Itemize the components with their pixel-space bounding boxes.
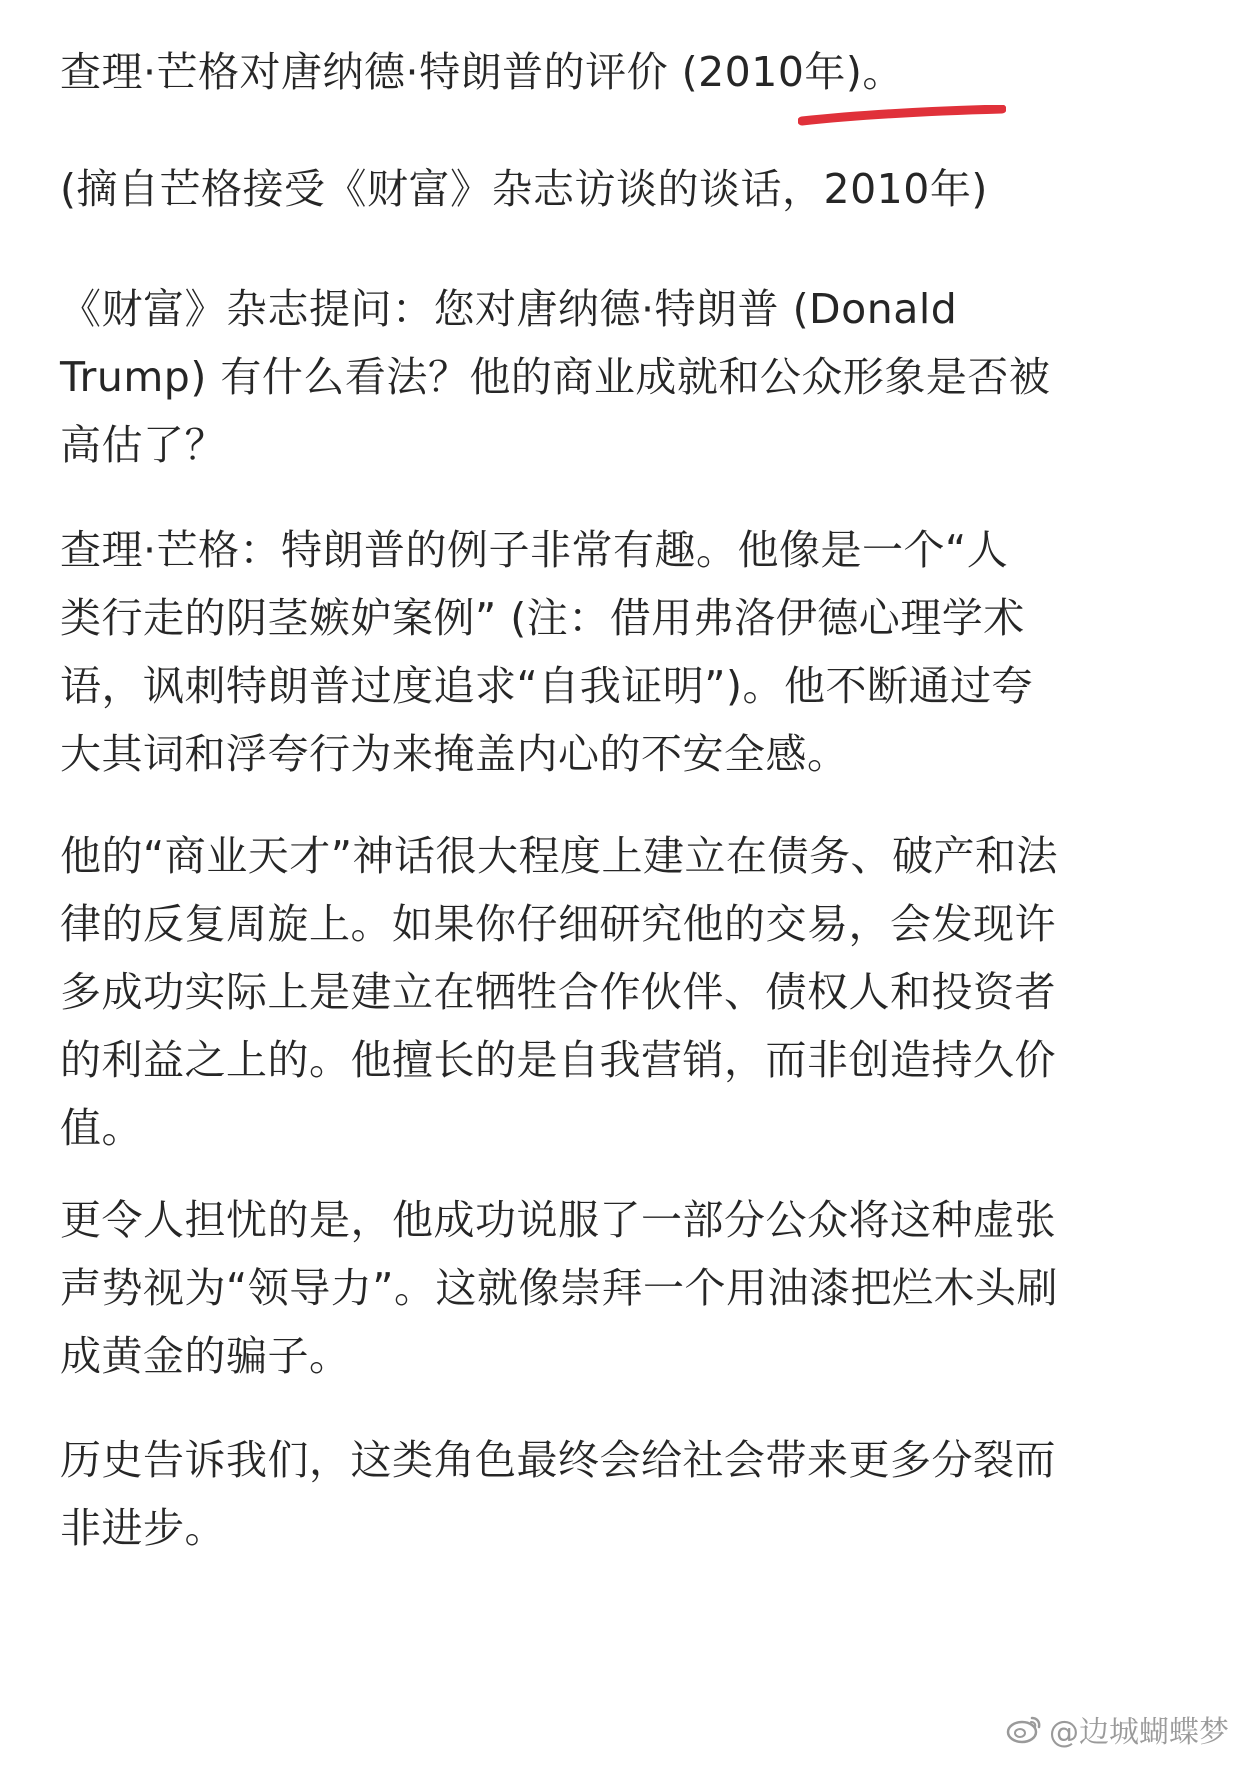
answer2-line: 的利益之上的。他擅长的是自我营销，而非创造持久价 xyxy=(60,1036,1056,1084)
weibo-icon xyxy=(1005,1714,1043,1744)
answer-paragraph-2 xyxy=(60,822,1210,1162)
weibo-watermark xyxy=(1005,1707,1229,1751)
question-line: 《财富》杂志提问：您对唐纳德·特朗普 (Donald xyxy=(60,285,958,333)
answer2-line: 值。 xyxy=(60,1104,143,1152)
question-paragraph xyxy=(60,275,1210,479)
answer1-line: 类行走的阴茎嫉妒案例” (注：借用弗洛伊德心理学术 xyxy=(60,594,1025,642)
watermark-text: @边城蝴蝶梦 xyxy=(1049,1715,1229,1750)
answer1-line: 语，讽刺特朗普过度追求“自我证明”)。他不断通过夸 xyxy=(60,662,1033,710)
answer4-line: 历史告诉我们，这类角色最终会给社会带来更多分裂而 xyxy=(60,1436,1056,1484)
source-line: (摘自芒格接受《财富》杂志访谈的谈话，2010年) xyxy=(60,165,988,213)
answer2-line: 律的反复周旋上。如果你仔细研究他的交易，会发现许 xyxy=(60,900,1056,948)
answer3-line: 声势视为“领导力”。这就像崇拜一个用油漆把烂木头刷 xyxy=(60,1264,1058,1312)
answer2-line: 多成功实际上是建立在牺牲合作伙伴、债权人和投资者 xyxy=(60,968,1056,1016)
question-line: 高估了？ xyxy=(60,421,226,469)
answer2-line: 他的“商业天才”神话很大程度上建立在债务、破产和法 xyxy=(60,832,1058,880)
red-underline-mark xyxy=(798,105,1006,129)
title-line: 查理·芒格对唐纳德·特朗普的评价 (2010年)。 xyxy=(60,48,904,96)
answer1-line: 大其词和浮夸行为来掩盖内心的不安全感。 xyxy=(60,730,849,778)
answer3-line: 成黄金的骗子。 xyxy=(60,1332,351,1380)
answer4-line: 非进步。 xyxy=(60,1504,226,1552)
answer-paragraph-4 xyxy=(60,1426,1210,1562)
post-title xyxy=(60,38,1210,106)
answer3-line: 更令人担忧的是，他成功说服了一部分公众将这种虚张 xyxy=(60,1196,1056,1244)
answer-paragraph-3 xyxy=(60,1186,1210,1390)
answer1-line: 查理·芒格：特朗普的例子非常有趣。他像是一个“人 xyxy=(60,526,1009,574)
answer-paragraph-1 xyxy=(60,516,1210,788)
source-note xyxy=(60,155,1210,223)
question-line: Trump) 有什么看法？他的商业成就和公众形象是否被 xyxy=(60,353,1051,401)
